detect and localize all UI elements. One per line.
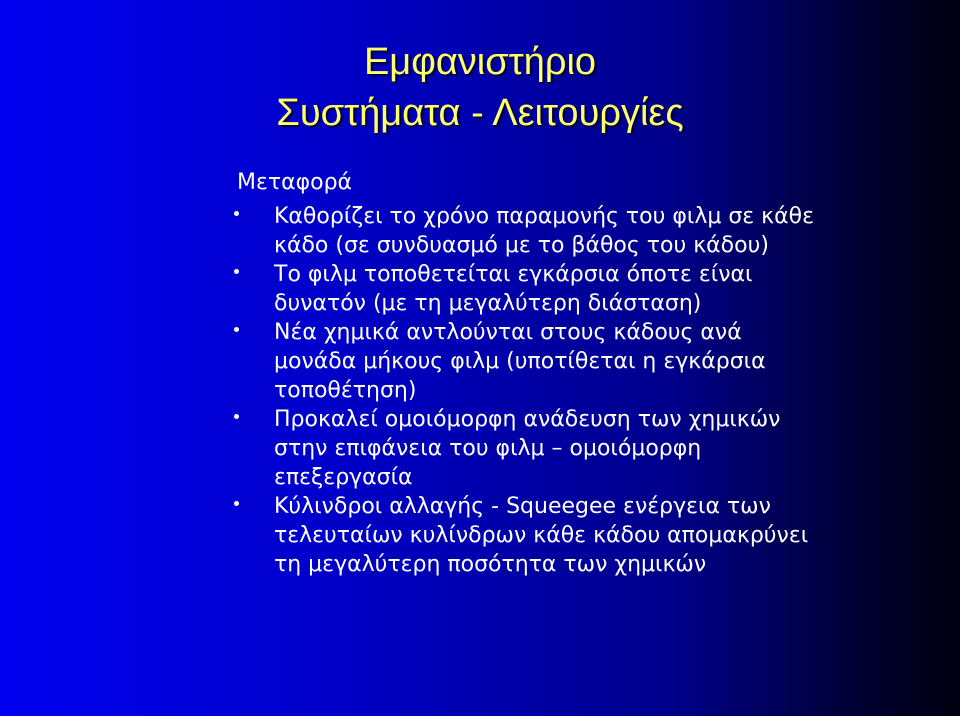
bullet-dot-icon	[234, 211, 239, 216]
bullet-dot-icon	[234, 501, 239, 506]
bullet-text: Κύλινδροι αλλαγής - Squeegee ενέργεια των τελευταίων κυλίνδρων κάθε κάδου απομακρύνει τη μεγαλύτερη ποσότητα των χημικών	[274, 494, 809, 577]
section-heading: Μεταφορά	[237, 170, 353, 195]
bullet-text: Καθορίζει το χρόνο παραμονής του φιλμ σε κάθε κάδο (σε συνδυασμό με το βάθος του κάδου)	[274, 204, 814, 258]
bullet-dot-icon	[234, 414, 239, 419]
bullet-dot-icon	[234, 269, 239, 274]
bullet-list	[234, 202, 824, 579]
bullet-text: Το φιλμ τοποθετείται εγκάρσια όποτε είναι δυνατόν (με τη μεγαλύτερη διάσταση)	[274, 262, 753, 316]
bullet-item	[234, 318, 824, 405]
bullet-text: Προκαλεί ομοιόμορφη ανάδευση των χημικών στην επιφάνεια του φιλμ – ομοιόμορφη επεξεργασία	[274, 407, 781, 490]
slide-title-line1: Εμφανιστήριο	[363, 41, 597, 83]
bullet-item	[234, 260, 824, 318]
bullet-item	[234, 405, 824, 492]
bullet-item	[234, 202, 824, 260]
bullet-dot-icon	[234, 327, 239, 332]
bullet-item	[234, 492, 824, 579]
bullet-text: Νέα χημικά αντλούνται στους κάδους ανά μονάδα μήκους φιλμ (υποτίθεται η εγκάρσια τοποθέτηση)	[274, 320, 766, 403]
slide-title-line2: Συστήματα - Λειτουργίες	[276, 92, 684, 134]
